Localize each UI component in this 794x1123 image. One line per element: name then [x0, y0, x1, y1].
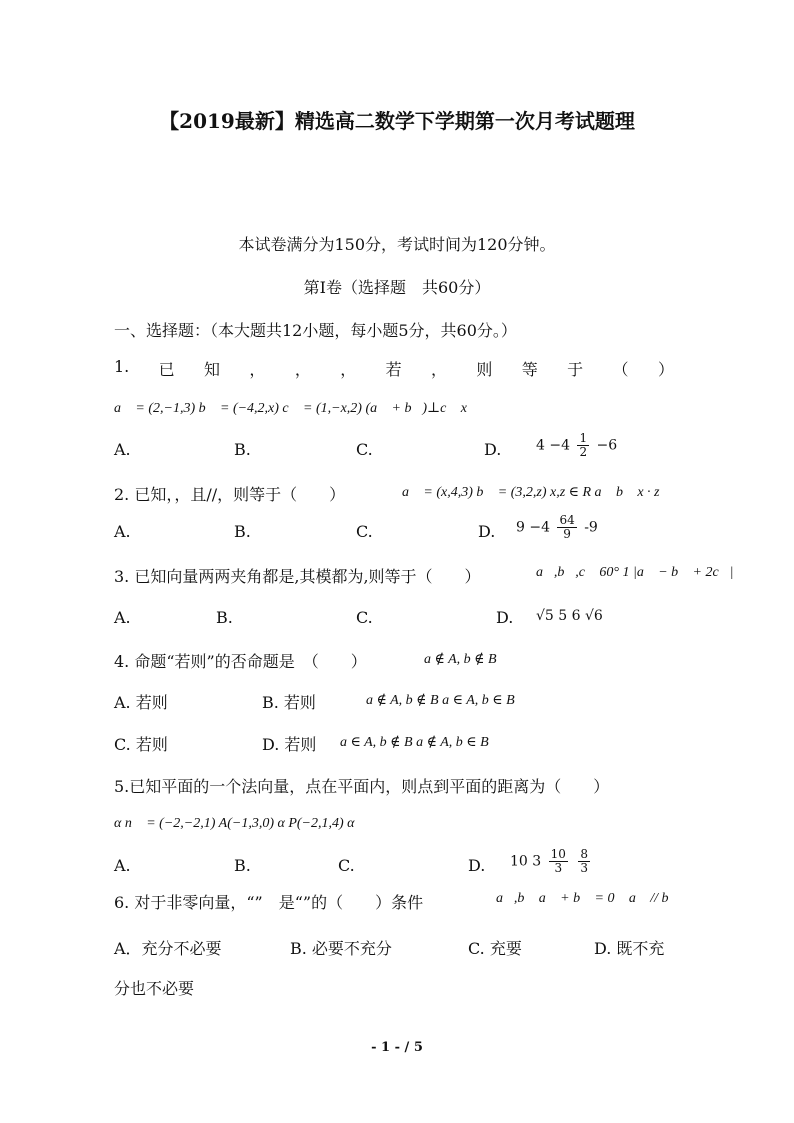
- q4-math-cd: a ∈ A, b ∉ B a ∉ A, b ∈ B: [340, 735, 489, 750]
- exam-intro: 本试卷满分为150分，考试时间为120分钟。: [238, 235, 556, 254]
- q3-option-a: A.: [114, 608, 131, 627]
- q1-fraction: $\frac{1}{2}$: [579, 431, 588, 459]
- q3-option-b: B.: [216, 608, 233, 627]
- question-4-stem: 4. 命题“若则”的否命题是 （ ）: [114, 652, 367, 671]
- question-2-math: a⃗ = (x,4,3) b⃗ = (3,2,z) x,z ∈ R a⃗ b⃗ x · z: [402, 485, 660, 500]
- q3-option-c: C.: [356, 608, 373, 627]
- q2-option-values: 9 −4 $\frac{64}{9}$ -9: [516, 513, 598, 541]
- page-number: - 1 - / 5: [371, 1040, 423, 1055]
- q4-option-d: D. 若则: [262, 735, 317, 754]
- question-5-stem: 5.已知平面的一个法向量，点在平面内，则点到平面的距离为（ ）: [114, 777, 610, 796]
- question-5-math: α n⃗ = (−2,−2,1) A(−1,3,0) α P(−2,1,4) α: [114, 816, 355, 831]
- question-2-stem: 2. 已知，，且//，则等于（ ）: [114, 485, 346, 504]
- q4-option-b: B. 若则: [262, 693, 316, 712]
- q5-option-b: B.: [234, 856, 251, 875]
- q3-option-d: D.: [496, 608, 514, 627]
- q2-fraction: $\frac{64}{9}$: [559, 513, 575, 541]
- q1-option-c: C.: [356, 440, 373, 459]
- part-heading: 一、选择题：（本大题共12小题，每小题5分，共60分。）: [114, 321, 517, 340]
- q2-option-a: A.: [114, 522, 131, 541]
- q2-option-c: C.: [356, 522, 373, 541]
- q1-option-d: D.: [484, 440, 502, 459]
- q4-option-a: A. 若则: [114, 693, 168, 712]
- question-1-math: a⃗ = (2,−1,3) b⃗ = (−4,2,x) c⃗ = (1,−x,2) (a⃗ + b⃗)⊥c⃗ x: [114, 401, 468, 416]
- section-heading: 第Ⅰ卷（选择题 共60分）: [303, 278, 491, 297]
- q2-option-b: B.: [234, 522, 251, 541]
- q6-option-d: D. 既不充: [594, 939, 665, 958]
- q5-fraction-1: $\frac{10}{3}$: [550, 847, 566, 875]
- question-3-math: a⃗,b⃗,c⃗ 60° 1 |a⃗ − b⃗ + 2c⃗|: [536, 565, 734, 580]
- q5-option-a: A.: [114, 856, 131, 875]
- q5-fraction-2: $\frac{8}{3}$: [580, 847, 588, 875]
- q6-option-d-continued: 分也不必要: [114, 979, 195, 998]
- question-6-stem: 6. 对于非零向量，“” 是“”的（ ）条件: [114, 893, 424, 912]
- question-6-math: a⃗,b⃗ a⃗ + b⃗ = 0⃗ a⃗ // b⃗: [496, 891, 680, 906]
- q1-option-b: B.: [234, 440, 251, 459]
- q4-option-c: C. 若则: [114, 735, 168, 754]
- q6-option-c: C. 充要: [468, 939, 522, 958]
- question-1-stem: 1. 已 知 ， ， ， 若 ， 则 等 于 （ ）: [114, 357, 674, 379]
- q5-option-values: 10 3 $\frac{10}{3}$ $\frac{8}{3}$: [510, 847, 588, 875]
- question-3-stem: 3. 已知向量两两夹角都是,其模都为,则等于（ ）: [114, 567, 481, 586]
- q6-option-b: B. 必要不充分: [290, 939, 392, 958]
- q6-option-a: A．充分不必要: [114, 939, 222, 958]
- page-title: 【2019最新】精选高二数学下学期第一次月考试题理: [159, 109, 635, 133]
- q3-option-values: √5 5 6 √6: [536, 608, 603, 624]
- q4-math-ab: a ∉ A, b ∉ B a ∈ A, b ∈ B: [366, 693, 515, 708]
- q1-option-a: A.: [114, 440, 131, 459]
- q5-option-c: C.: [338, 856, 355, 875]
- q5-option-d: D.: [468, 856, 486, 875]
- q1-option-values: 4 −4 $\frac{1}{2}$ −6: [536, 431, 618, 459]
- q2-option-d: D.: [478, 522, 496, 541]
- question-4-math: a ∉ A, b ∉ B: [424, 652, 497, 667]
